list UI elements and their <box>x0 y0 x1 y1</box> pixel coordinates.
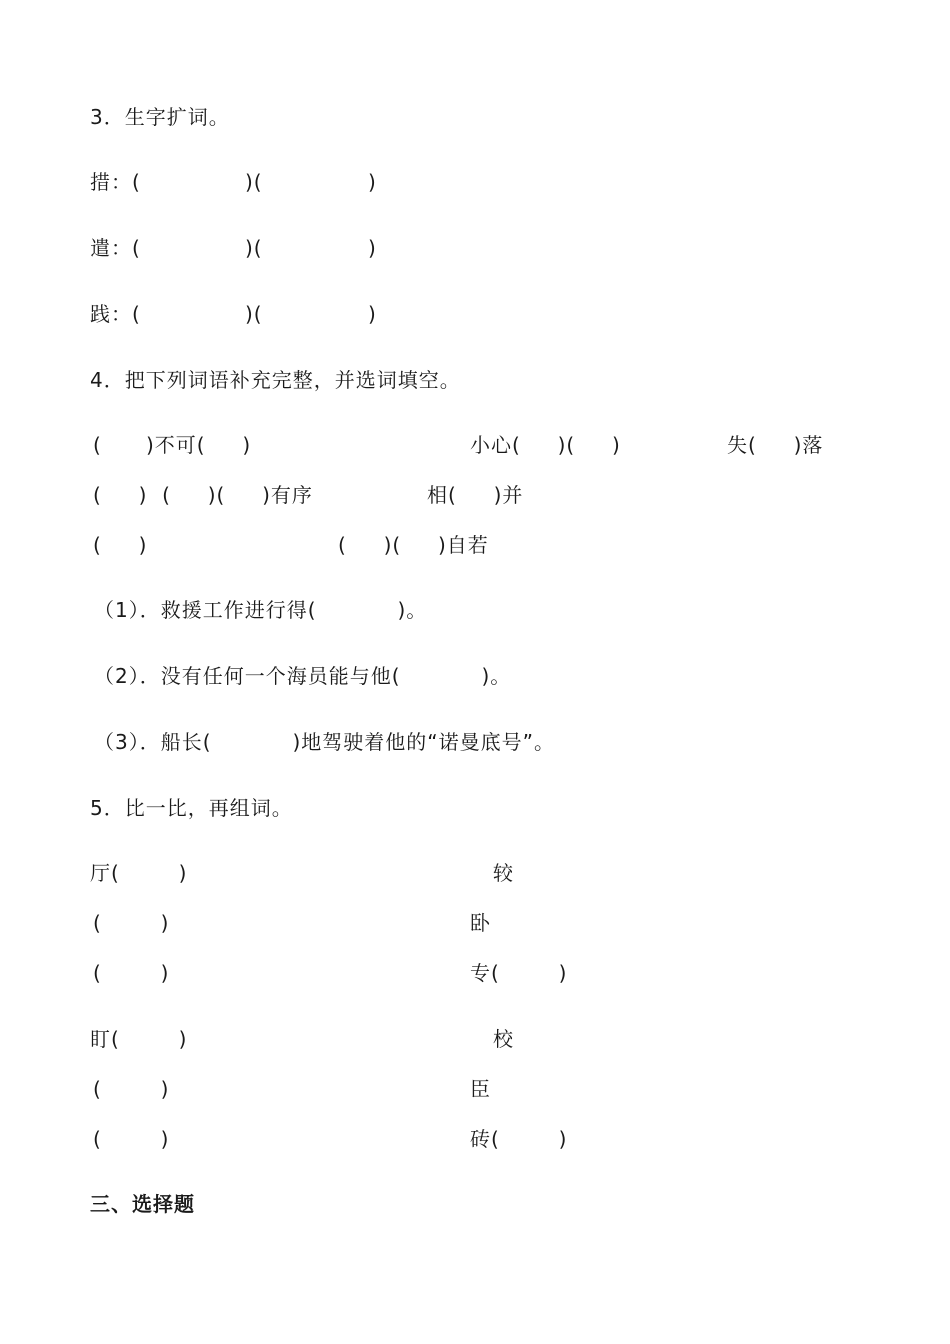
q4-word-3: 失( )落 <box>727 433 824 457</box>
q5-left-5: ( ) <box>93 1077 170 1101</box>
q4-word-6: ( ) <box>93 533 148 557</box>
q3-row-3-mid: )( <box>245 302 263 326</box>
q4-word-7: ( )( )自若 <box>338 533 489 557</box>
q5-left-2: ( ) <box>93 911 170 935</box>
q3-row-1-mid: )( <box>245 170 263 194</box>
q4-word-4: ( ) ( )( )有序 <box>93 483 313 507</box>
q5-left-1: 厅( ) <box>90 861 188 885</box>
q5-right-4: 校 <box>493 1027 514 1051</box>
q4-sentence-2: （2）．没有任何一个海员能与他( )。 <box>94 664 512 688</box>
q5-right-6: 砖( ) <box>470 1127 568 1151</box>
q3-row-1-end: ) <box>368 170 377 194</box>
q5-left-6: ( ) <box>93 1127 170 1151</box>
q3-row-3-end: ) <box>368 302 377 326</box>
q5-right-5: 臣 <box>470 1077 491 1101</box>
q3-row-2-end: ) <box>368 236 377 260</box>
q4-sentence-3: （3）．船长( )地驾驶着他的“诺曼底号”。 <box>94 730 555 754</box>
q5-right-2: 卧 <box>470 911 491 935</box>
q3-row-2-char: 遣：( <box>90 236 141 260</box>
q5-right-1: 较 <box>493 861 514 885</box>
q3-row-2-mid: )( <box>245 236 263 260</box>
q3-row-1-char: 措：( <box>90 170 141 194</box>
q4-title: 4．把下列词语补充完整，并选词填空。 <box>90 368 461 392</box>
q5-title: 5．比一比，再组词。 <box>90 796 293 820</box>
q4-word-1: ( )不可( ) <box>93 433 252 457</box>
q4-word-5: 相( )并 <box>427 483 524 507</box>
q3-title: 3．生字扩词。 <box>90 105 230 129</box>
q4-sentence-1: （1）．救援工作进行得( )。 <box>94 598 428 622</box>
q5-left-4: 盯( ) <box>90 1027 188 1051</box>
q5-right-3: 专( ) <box>470 961 568 985</box>
q4-word-2: 小心( )( ) <box>470 433 621 457</box>
q5-left-3: ( ) <box>93 961 170 985</box>
section-3-heading: 三、选择题 <box>90 1192 195 1216</box>
q3-row-3-char: 践：( <box>90 302 141 326</box>
